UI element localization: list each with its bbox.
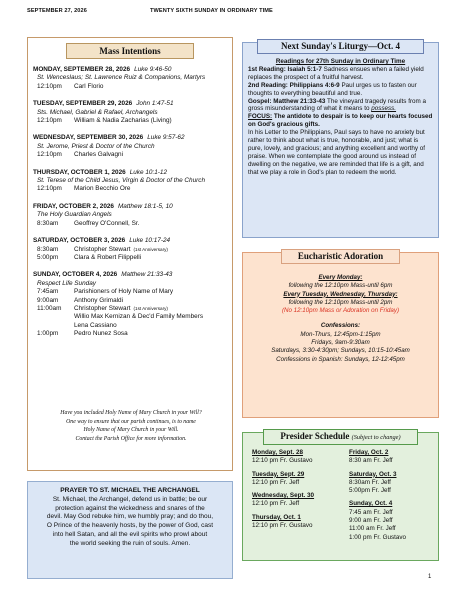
mass-day	[33, 271, 229, 279]
gospel-ref: Matthew 21:33-43	[273, 97, 326, 105]
mass-intention	[74, 254, 141, 262]
mass-intention-name: Geoffrey O'Connell, Sr.	[74, 219, 140, 227]
mass-day-name: WEDNESDAY, SEPTEMBER 30, 2026	[33, 134, 144, 142]
second-reading-text: Paul urges us to fasten our thoughts to everything beautiful and true.	[248, 81, 417, 97]
monday-label: Every Monday:	[318, 274, 363, 281]
prayer-title: PRAYER TO ST. MICHAEL THE ARCHANGEL	[60, 487, 200, 494]
mass-intention-name: Christopher Stewart	[74, 304, 131, 312]
mass-day	[33, 134, 229, 142]
presider-entry: 12:10 pm Fr. Jeff	[252, 500, 300, 508]
focus-label: FOCUS:	[248, 113, 273, 121]
mass-row	[33, 254, 229, 262]
mass-intention-name: Lena Cassiano	[74, 321, 117, 329]
confessions-label: Confessions:	[320, 322, 361, 330]
first-reading-ref: Isaiah 5:1-7	[287, 65, 322, 73]
readings-title: Readings for 27th Sunday in Ordinary Time	[275, 58, 406, 65]
will-note-line: Contact the Parish Office for more information.	[75, 435, 187, 442]
mass-day-name: TUESDAY, SEPTEMBER 29, 2026	[33, 100, 133, 108]
presider-box	[242, 432, 439, 561]
mass-day-saint: St. Terese of the Child Jesus, Virgin & Doctor of the Church	[37, 177, 206, 185]
mass-day-reading: Matthew 21:33-43	[121, 271, 173, 279]
mass-intention-name: Marion Becchio Ore	[74, 185, 131, 193]
tue-thu-label: Every Tuesday, Wednesday, Thursday:	[283, 290, 398, 298]
mass-time: 7:45am	[37, 288, 59, 296]
mass-day-reading: Luke 10:17-24	[129, 237, 171, 245]
mass-intentions-box	[27, 37, 233, 471]
presider-entry: 1:00 pm Fr. Gustavo	[349, 533, 407, 541]
mass-row	[33, 330, 229, 338]
prayer-box	[27, 481, 233, 579]
bulletin-date: SEPTEMBER 27, 2026	[27, 8, 87, 14]
presider-right-column	[349, 449, 406, 542]
presider-date: Wednesday, Sept. 30	[252, 492, 315, 500]
mass-row	[33, 117, 229, 125]
presider-entry: 11:00 am Fr. Jeff	[349, 525, 396, 533]
presider-title	[263, 429, 418, 445]
adoration-box	[242, 252, 439, 418]
mass-intention	[74, 288, 173, 296]
liturgy-body	[248, 58, 433, 177]
second-reading	[248, 82, 433, 98]
mass-row	[33, 185, 229, 193]
mass-day	[33, 203, 229, 211]
mass-intention	[74, 246, 168, 254]
confession-line: Fridays, 9am-9:30am	[311, 339, 370, 347]
mass-intention	[74, 83, 103, 91]
mass-day-reading: Luke 9:57-62	[147, 134, 185, 142]
gospel-label: Gospel:	[248, 97, 272, 105]
focus	[248, 113, 433, 129]
mass-intention-name: Clara & Robert Filippelli	[74, 253, 142, 261]
mass-intention-name: Charles Galvagni	[74, 151, 124, 159]
presider-entry: 8:30am Fr. Jeff	[349, 478, 391, 486]
mass-intention	[74, 220, 139, 228]
mass-day-saint: Respect Life Sunday	[37, 279, 96, 287]
gospel-end: possess.	[371, 105, 397, 113]
friday-note: (No 12:10pm Mass or Adoration on Friday)	[281, 307, 400, 315]
page-number: 1	[428, 574, 432, 580]
will-note-line: One way to ensure that our parish continues, is to name	[66, 418, 196, 425]
mass-intention-name: Anthony Grimaldi	[74, 296, 124, 304]
prayer-text	[32, 496, 228, 548]
second-reading-ref: Philippians 4:6-9	[289, 81, 340, 89]
mass-row	[33, 288, 229, 296]
liturgy-box	[242, 42, 439, 238]
adoration-body	[243, 274, 438, 364]
presider-entry: 12:10 pm Fr. Gustavo	[252, 522, 313, 530]
second-reading-label: 2nd Reading:	[248, 81, 288, 89]
presider-date: Saturday, Oct. 3	[349, 470, 397, 478]
mass-time: 12:10pm	[37, 117, 62, 125]
mass-intention	[74, 151, 123, 159]
mass-intentions-list	[33, 66, 229, 339]
adoration-title: Eucharistic Adoration	[281, 249, 400, 264]
mass-time: 5:00pm	[37, 253, 59, 261]
mass-intention	[74, 117, 172, 125]
confession-line: Mon-Thurs, 12:45pm-1:15pm	[300, 330, 381, 338]
mass-intention	[74, 305, 168, 313]
mass-day	[33, 66, 229, 74]
presider-left-column	[252, 449, 314, 530]
presider-entry: 5:00pm Fr. Jeff	[349, 487, 391, 495]
mass-intention	[74, 330, 128, 338]
mass-time: 9:00am	[37, 296, 59, 304]
first-reading-label: 1st Reading:	[248, 65, 286, 73]
liturgy-reflection: In his Letter to the Philippians, Paul says to have no anxiety but rather to think about what is true, honorable, and just; what is pure, lovely, and gracious; and anything excellent and worthy of praise. When we contemplate the good around us instead of dwelling on the negative, we are reminded that life is a gift, and that we play a role in God's plan to redeem the world.	[248, 129, 426, 176]
mass-intention-name: Christopher Stewart	[74, 245, 131, 253]
mass-row	[33, 305, 229, 313]
mass-row	[33, 151, 229, 159]
mass-time: 8:30am	[37, 219, 59, 227]
mass-day-name: THURSDAY, OCTOBER 1, 2026	[33, 168, 126, 176]
mass-row	[33, 322, 229, 330]
will-note-line: Holy Name of Mary Church in your Will.	[83, 427, 179, 434]
first-reading-text: Sadness ensues when a failed yield replaces the prospect of a fruitful harvest.	[248, 65, 424, 81]
prayer-line: the world seeking the ruin of souls. Amen.	[69, 539, 191, 547]
bulletin-title: TWENTY SIXTH SUNDAY IN ORDINARY TIME	[150, 8, 273, 14]
prayer-line: St. Michael, the Archangel, defend us in battle; be our	[52, 496, 208, 503]
gospel-text: The vineyard tragedy results from a gross misunderstanding of what it means to	[248, 97, 427, 113]
presider-entry: 12:10 pm Fr. Gustavo	[252, 457, 313, 465]
presider-entry: 9:00 am Fr. Jeff	[349, 517, 393, 525]
mass-day-name: MONDAY, SEPTEMBER 28, 2026	[33, 66, 131, 73]
presider-date: Sunday, Oct. 4	[349, 500, 393, 508]
mass-intention	[74, 313, 203, 321]
mass-intention	[74, 297, 123, 305]
prayer-line: protection against the wickedness and snares of the	[55, 504, 205, 512]
presider-entry: 8:30 am Fr. Jeff	[349, 457, 393, 465]
mass-day-name: FRIDAY, OCTOBER 2, 2026	[33, 202, 114, 210]
mass-row	[33, 246, 229, 254]
will-note	[36, 409, 226, 443]
confession-line: Confessions in Spanish: Sundays, 12-12:45pm	[276, 355, 405, 363]
mass-intention-name: Pedro Nunez Sosa	[74, 330, 128, 338]
mass-day-reading: John 1:47-51	[136, 100, 174, 108]
presider-subtitle: (Subject to change)	[351, 434, 401, 441]
mass-time: 12:10pm	[37, 151, 62, 159]
presider-entry: 12:10 pm Fr. Jeff	[252, 478, 300, 486]
mass-day-reading: Luke 10:1-12	[129, 168, 168, 176]
mass-row	[33, 220, 229, 228]
mass-time: 12:10pm	[37, 82, 62, 90]
mass-time	[33, 322, 74, 330]
mass-intention-name: Carl Florio	[74, 82, 104, 90]
tue-thu-text: following the 12:10pm Mass-until 2pm	[288, 298, 393, 306]
mass-intention-name: Parishioners of Holy Name of Mary	[74, 288, 174, 296]
mass-time: 8:30am	[37, 245, 59, 253]
mass-time: 1:00pm	[37, 330, 59, 338]
mass-time: 12:10pm	[37, 185, 62, 193]
will-note-line: Have you included Holy Name of Mary Church in your Will?	[60, 410, 202, 416]
presider-date: Monday, Sept. 28	[252, 449, 303, 456]
presider-entry: 7:45 am Fr. Jeff	[349, 508, 393, 516]
gospel-reading	[248, 98, 433, 114]
mass-day	[33, 100, 229, 108]
confession-line: Saturdays, 3:30-4:30pm; Sundays, 10:15-10:45am	[271, 347, 410, 355]
mass-day-saint: St. Jerome, Priest & Doctor of the Church	[37, 142, 155, 150]
focus-text: The antidote to despair is to keep our hearts focused on God's gracious gifts.	[248, 113, 433, 129]
mass-intention-note: (1st Anniversary)	[133, 246, 168, 252]
mass-intention-note: (1st Anniversary)	[133, 305, 168, 311]
mass-row	[33, 83, 229, 91]
mass-intention	[74, 185, 130, 193]
mass-day-name: SATURDAY, OCTOBER 3, 2026	[33, 237, 126, 245]
mass-day	[33, 237, 229, 245]
presider-date: Tuesday, Sept. 29	[252, 470, 305, 478]
mass-day-reading: Luke 9:46-50	[134, 66, 172, 73]
mass-day	[33, 169, 229, 177]
presider-date: Friday, Oct. 2	[349, 449, 389, 456]
mass-intention-name: Willio Max Kernizan & Dec'd Family Members	[74, 313, 204, 321]
mass-day-saint: Sts. Michael, Gabriel & Rafael, Archangels	[37, 108, 158, 116]
prayer-line: O Prince of the heavenly hosts, by the power of God, cast	[46, 522, 214, 530]
mass-day-saint: St. Wenceslaus; St. Lawrence Ruiz & Companions, Martyrs	[37, 74, 206, 82]
mass-time	[33, 313, 74, 321]
mass-day-saint: The Holy Guardian Angels	[37, 211, 112, 219]
prayer-line: devil. May God rebuke him, we humbly pray; and do thou,	[46, 513, 214, 521]
mass-intentions-title: Mass Intentions	[66, 43, 194, 59]
prayer-line: into hell Satan, and all the evil spirits who prowl about	[52, 530, 208, 538]
presider-date: Thursday, Oct. 1	[252, 513, 301, 521]
mass-row	[33, 297, 229, 305]
mass-time: 11:00am	[37, 304, 62, 312]
first-reading	[248, 66, 433, 82]
monday-text: following the 12:10pm Mass-until 6pm	[288, 282, 393, 290]
liturgy-title: Next Sunday's Liturgy—Oct. 4	[257, 39, 424, 54]
mass-intention-name: William & Nadia Zacharias (Living)	[74, 117, 172, 125]
mass-day-reading: Matthew 18:1-5, 10	[117, 202, 173, 210]
mass-row	[33, 313, 229, 321]
mass-intention	[74, 322, 117, 330]
mass-day-name: SUNDAY, OCTOBER 4, 2026	[33, 271, 118, 279]
presider-title-text: Presider Schedule	[280, 431, 350, 441]
